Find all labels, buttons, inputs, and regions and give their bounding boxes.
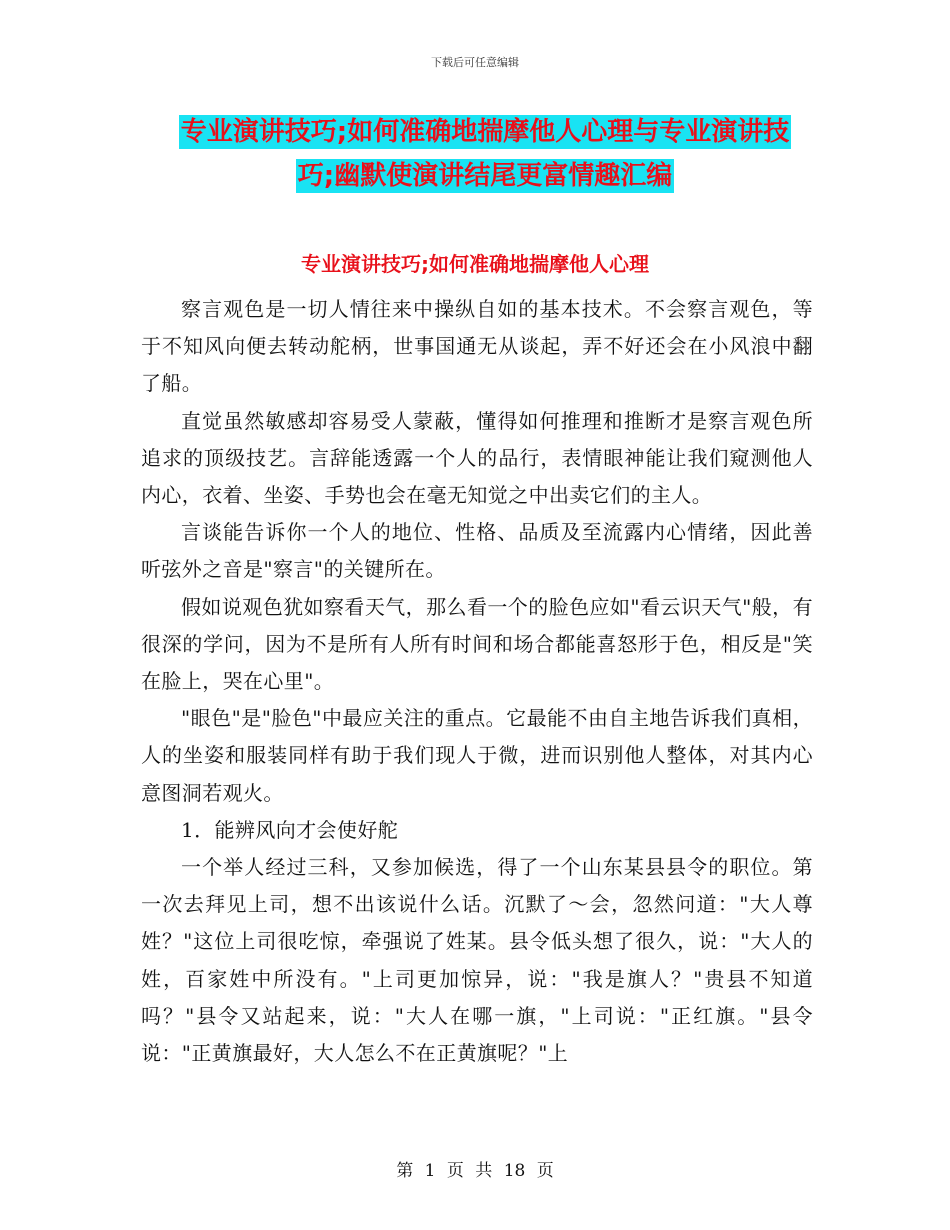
document-title	[140, 110, 830, 198]
page-footer: 第 1 页 共 18 页	[396, 1161, 554, 1181]
document-title-line-2: 巧;幽默使演讲结尾更富情趣汇编	[297, 161, 673, 191]
paragraph: 察言观色是一切人情往来中操纵自如的基本技术。不会察言观色，等于不知风向便去转动舵柄，世事国通无从谈起，弄不好还会在小风浪中翻了船。	[141, 297, 813, 396]
paragraph: "眼色"是"脸色"中最应关注的重点。它最能不由自主地告诉我们真相，人的坐姿和服装同样有助于我们现人于微，进而识别他人整体，对其内心意图洞若观火。	[141, 706, 813, 805]
document-body	[141, 291, 813, 1072]
paragraph: 假如说观色犹如察看天气，那么看一个的脸色应如"看云识天气"般，有很深的学问，因为不是所有人所有时间和场合都能喜怒形于色，相反是"笑在脸上，哭在心里"。	[141, 594, 813, 694]
header-note: 下载后可任意编辑	[431, 56, 519, 69]
paragraph: 言谈能告诉你一个人的地位、性格、品质及至流露内心情绪，因此善听弦外之音是"察言"的关键所在。	[141, 520, 813, 582]
document-title-line-1: 专业演讲技巧;如何准确地揣摩他人心理与专业演讲技	[180, 117, 790, 147]
section-title: 专业演讲技巧;如何准确地揣摩他人心理	[301, 252, 649, 276]
paragraph: 直觉虽然敏感却容易受人蒙蔽，懂得如何推理和推断才是察言观色所追求的顶级技艺。言辞能透露一个人的品行，表情眼神能让我们窥测他人内心，衣着、坐姿、手势也会在毫无知觉之中出卖它们的主人。	[141, 408, 813, 508]
list-heading: 1．能辨风向才会使好舵	[181, 817, 399, 842]
paragraph: 一个举人经过三科，又参加候选，得了一个山东某县县令的职位。第一次去拜见上司，想不出该说什么话。沉默了～会，忽然问道："大人尊姓？"这位上司很吃惊，牵强说了姓某。县令低头想了很久，说："大人的姓，百家姓中所没有。"上司更加惊异，说："我是旗人？"贵县不知道吗？"县令又站起来，说："大人在哪一旗，"上司说："正红旗。"县令说："正黄旗最好，大人怎么不在正黄旗呢？"上	[141, 855, 813, 1066]
